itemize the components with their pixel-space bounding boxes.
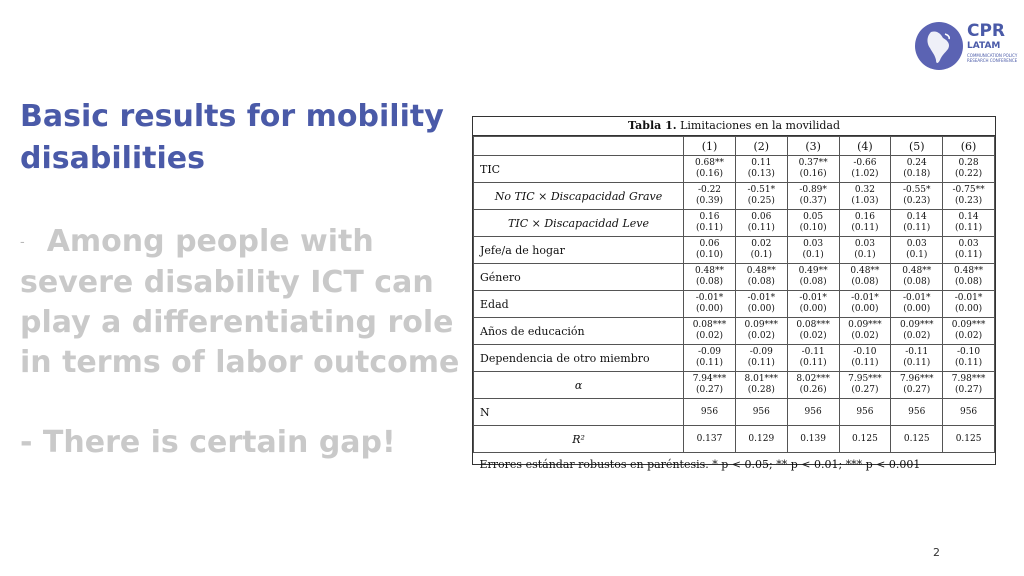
table-cell-se: (0.02): [903, 331, 931, 341]
table-cell-coef: 0.28: [958, 158, 979, 168]
table-cell-coef: 0.137: [696, 433, 723, 444]
table-cell: [735, 318, 787, 345]
table-cell-coef: 0.14: [906, 212, 927, 222]
table-cell: [735, 372, 787, 399]
table-cell-se: (0.11): [695, 358, 724, 368]
table-cell-se: (0.11): [851, 223, 879, 233]
table-cell-coef: 0.03: [958, 239, 979, 249]
table-cell-coef: -0.01*: [902, 293, 931, 303]
table-cell-se: (0.23): [955, 196, 983, 206]
table-cell-se: (0.37): [799, 196, 827, 206]
table-row: [474, 372, 995, 399]
table-cell: [735, 399, 787, 426]
table-row: [474, 318, 995, 345]
table-cell: [839, 318, 891, 345]
table-cell-se: (0.11): [903, 358, 931, 368]
table-cell-se: (0.16): [695, 169, 724, 179]
table-cell-coef: -0.01*: [695, 293, 724, 303]
table-cell-se: (0.10): [695, 250, 724, 260]
table-cell-coef: 0.139: [800, 433, 826, 444]
table-column-header: (6): [943, 137, 995, 156]
table-cell-coef: 0.24: [906, 158, 927, 168]
table-cell-se: (0.02): [747, 331, 775, 341]
table-cell-coef: 0.03: [906, 239, 927, 249]
table-cell: [839, 237, 891, 264]
table-cell-se: (0.23): [903, 196, 931, 206]
table-cell-se: (0.02): [955, 331, 983, 341]
table-cell: [943, 264, 995, 291]
table-cell-coef: 7.95***: [848, 374, 882, 384]
table-cell: [839, 291, 891, 318]
table-cell-coef: 0.48**: [954, 266, 984, 276]
table-cell-coef: 956: [804, 406, 822, 417]
table-cell: [735, 264, 787, 291]
table-cell-coef: 8.01***: [744, 374, 779, 384]
table-cell: [684, 237, 736, 264]
table-caption: [473, 117, 995, 136]
table-row: [474, 426, 995, 453]
slide-title: Basic results for mobility disabilities: [20, 99, 444, 176]
table-cell: [735, 210, 787, 237]
table-cell-se: (0.39): [695, 196, 724, 206]
table-row-label: Jefe/a de hogar: [474, 237, 684, 264]
table-cell: [684, 399, 736, 426]
table-row-label: Dependencia de otro miembro: [474, 345, 684, 372]
table-cell-coef: -0.01*: [747, 293, 776, 303]
table-cell-se: (0.11): [747, 223, 775, 233]
table-cell-coef: 956: [752, 406, 770, 417]
table-cell: [735, 237, 787, 264]
table-cell-coef: -0.01*: [954, 293, 983, 303]
table-cell-se: (0.08): [851, 277, 879, 287]
table-caption-bold: Tabla 1.: [628, 119, 677, 132]
table-cell-se: (0.08): [747, 277, 775, 287]
logo-text-subtitle: COMMUNICATION POLICY RESEARCH CONFERENCE: [967, 53, 1018, 63]
table-cell: [839, 264, 891, 291]
table-cell: [891, 156, 943, 183]
table-column-header: (2): [735, 137, 787, 156]
table-cell: [787, 372, 839, 399]
table-cell-se: (0.00): [695, 304, 724, 314]
table-cell-se: (0.00): [851, 304, 879, 314]
table-cell-coef: -0.51*: [747, 185, 776, 195]
table-cell: [943, 183, 995, 210]
table-cell-coef: 0.48**: [746, 266, 776, 276]
table-cell: [735, 345, 787, 372]
table-cell-coef: 0.49**: [798, 266, 828, 276]
table-cell: [839, 345, 891, 372]
table-cell-se: (0.02): [851, 331, 879, 341]
table-row-label: TIC × Discapacidad Leve: [474, 210, 684, 237]
latam-map-icon: [915, 22, 963, 70]
table-cell: [684, 372, 736, 399]
table-cell: [839, 156, 891, 183]
table-cell-coef: 0.08***: [796, 320, 830, 330]
table-row-label: N: [474, 399, 684, 426]
table-cell-coef: -0.11: [801, 347, 825, 357]
table-cell-coef: 0.09***: [951, 320, 986, 330]
table-cell-coef: 0.09***: [848, 320, 882, 330]
table-cell-coef: 7.98***: [951, 374, 986, 384]
table-cell-coef: 0.16: [854, 212, 875, 222]
table-cell-se: (0.00): [955, 304, 983, 314]
table-cell-se: (0.00): [747, 304, 775, 314]
bullet-1: [20, 222, 460, 383]
table-cell-coef: 0.03: [803, 239, 824, 249]
table-cell: [787, 210, 839, 237]
table-cell: [787, 156, 839, 183]
table-cell-coef: -0.22: [697, 185, 722, 195]
table-cell-coef: 0.16: [699, 212, 720, 222]
table-cell-se: (0.1): [802, 250, 824, 260]
logo-text-latam: LATAM: [967, 41, 1001, 51]
table-cell-se: (0.27): [851, 385, 879, 395]
table-header-row: [474, 137, 995, 156]
table-cell-se: (1.02): [851, 169, 879, 179]
table-cell-se: (0.27): [955, 385, 983, 395]
table-row-label: R²: [474, 426, 684, 453]
table-cell: [684, 210, 736, 237]
table-cell-coef: 0.02: [751, 239, 772, 249]
table-cell-coef: -0.09: [749, 347, 773, 357]
table-cell: [839, 399, 891, 426]
table-cell-coef: -0.55*: [902, 185, 931, 195]
table-cell-se: (0.11): [903, 223, 931, 233]
table-cell: [787, 399, 839, 426]
table-cell: [943, 372, 995, 399]
table-cell-se: (0.11): [695, 223, 724, 233]
table-cell-se: (0.08): [695, 277, 724, 287]
table-cell-se: (0.28): [747, 385, 775, 395]
table-cell-coef: 0.14: [958, 212, 979, 222]
table-cell-coef: -0.10: [853, 347, 877, 357]
table-cell: [684, 426, 736, 453]
table-cell-coef: 0.05: [803, 212, 824, 222]
table-cell: [943, 318, 995, 345]
table-cell-se: (0.11): [955, 223, 983, 233]
table-cell-coef: 956: [959, 406, 978, 417]
table-cell-se: (0.27): [695, 385, 724, 395]
table-cell: [891, 183, 943, 210]
table-cell: [839, 183, 891, 210]
bullet-2: - There is certain gap!: [20, 424, 396, 460]
table-row: [474, 399, 995, 426]
table-cell: [943, 156, 995, 183]
table-cell-coef: -0.11: [905, 347, 929, 357]
table-cell: [839, 426, 891, 453]
bullet-dash: -: [20, 234, 25, 250]
table-cell-coef: 0.09***: [744, 320, 779, 330]
table-cell-coef: -0.75**: [952, 185, 985, 195]
table-cell: [684, 345, 736, 372]
table-cell: [787, 291, 839, 318]
table-row-label: Años de educación: [474, 318, 684, 345]
table-cell-se: (0.08): [799, 277, 827, 287]
page-number: 2: [933, 546, 940, 559]
table-cell: [735, 183, 787, 210]
table-cell-coef: 0.09***: [899, 320, 934, 330]
table-cell-coef: 0.48**: [850, 266, 880, 276]
table-cell-se: (0.11): [955, 358, 983, 368]
table-row: [474, 264, 995, 291]
table-cell-se: (0.00): [903, 304, 931, 314]
table-cell: [943, 399, 995, 426]
table-cell-coef: 0.37**: [798, 158, 828, 168]
cpr-latam-logo: [915, 22, 1024, 74]
table-cell-coef: 956: [856, 406, 874, 417]
table-column-header: (4): [839, 137, 891, 156]
table-column-header: (1): [684, 137, 736, 156]
table-cell-coef: 8.02***: [796, 374, 830, 384]
table-cell: [684, 291, 736, 318]
table-cell: [735, 291, 787, 318]
table-row: [474, 237, 995, 264]
table-cell-se: (0.1): [854, 250, 876, 260]
table-cell-se: (0.26): [799, 385, 827, 395]
table-cell-se: (0.11): [851, 358, 879, 368]
table-cell: [735, 156, 787, 183]
table-cell-coef: -0.01*: [851, 293, 879, 303]
table-cell-coef: 0.11: [751, 158, 772, 168]
table-cell: [787, 183, 839, 210]
table-cell-coef: 0.48**: [694, 266, 724, 276]
table-cell: [839, 210, 891, 237]
table-cell-se: (0.1): [750, 250, 772, 260]
table-cell: [684, 318, 736, 345]
table-footnote: Errores estándar robustos en paréntesis. * p < 0.05; ** p < 0.01; *** p < 0.001: [479, 457, 921, 471]
table-cell: [684, 183, 736, 210]
table-cell: [943, 237, 995, 264]
table-header-blank: [474, 137, 684, 156]
table-cell-coef: 0.129: [748, 433, 775, 444]
table-row: [474, 156, 995, 183]
table-cell: [891, 318, 943, 345]
table-cell-coef: 0.125: [903, 433, 930, 444]
table-cell-se: (0.11): [955, 250, 983, 260]
table-cell-coef: 0.06: [699, 239, 720, 249]
table-cell-coef: 0.48**: [902, 266, 932, 276]
table-cell-coef: 956: [908, 406, 926, 417]
table-cell-coef: -0.66: [853, 158, 877, 168]
table-cell-coef: -0.10: [957, 347, 981, 357]
table-cell: [891, 372, 943, 399]
table-cell: [891, 426, 943, 453]
table-cell: [787, 345, 839, 372]
table-cell: [943, 210, 995, 237]
table-cell-coef: 0.125: [955, 433, 982, 444]
table-cell-se: (0.08): [903, 277, 931, 287]
table-cell-se: (0.22): [955, 169, 983, 179]
table-cell: [787, 318, 839, 345]
table-cell-se: (0.10): [799, 223, 827, 233]
table-row: [474, 210, 995, 237]
table-cell: [787, 237, 839, 264]
table-cell-se: (0.02): [799, 331, 827, 341]
table-caption-rest: Limitaciones en la movilidad: [680, 119, 840, 132]
table-cell-se: (0.27): [903, 385, 931, 395]
table-cell-coef: 0.06: [751, 212, 772, 222]
table-cell-coef: 0.68**: [694, 158, 724, 168]
table-row-label: α: [474, 372, 684, 399]
table-cell-se: (0.00): [799, 304, 827, 314]
table-column-header: (3): [787, 137, 839, 156]
table-cell: [943, 426, 995, 453]
table-cell-se: (0.11): [747, 358, 775, 368]
table-cell: [787, 426, 839, 453]
table-cell-se: (1.03): [851, 196, 879, 206]
table-row-label: Género: [474, 264, 684, 291]
table-cell-coef: 7.96***: [899, 374, 934, 384]
table-cell: [684, 156, 736, 183]
slide-body: [20, 222, 460, 463]
table-cell: [684, 264, 736, 291]
table-cell-se: (0.25): [747, 196, 775, 206]
table-cell: [943, 345, 995, 372]
table-cell-coef: 0.125: [852, 433, 878, 444]
table-row-label: TIC: [474, 156, 684, 183]
table-row: [474, 183, 995, 210]
table-cell-se: (0.18): [903, 169, 931, 179]
table-cell-se: (0.1): [906, 250, 928, 260]
table-cell-se: (0.08): [955, 277, 983, 287]
table-cell-se: (0.13): [747, 169, 775, 179]
table-cell-coef: 0.08***: [692, 320, 727, 330]
results-table: [473, 117, 995, 475]
table-cell: [735, 426, 787, 453]
table-row-label: No TIC × Discapacidad Grave: [474, 183, 684, 210]
table-cell-se: (0.16): [799, 169, 827, 179]
table-cell: [891, 264, 943, 291]
table-cell: [891, 210, 943, 237]
table-cell-coef: 0.32: [854, 185, 875, 195]
table-cell: [839, 372, 891, 399]
table-cell: [891, 345, 943, 372]
table-cell: [891, 291, 943, 318]
table-cell-coef: -0.01*: [799, 293, 827, 303]
table-cell-coef: -0.89*: [799, 185, 827, 195]
results-table-image: [472, 116, 996, 471]
table-cell: [787, 264, 839, 291]
table-cell-coef: 956: [700, 406, 719, 417]
table-cell: [891, 237, 943, 264]
table-cell-coef: 0.03: [854, 239, 875, 249]
table-cell: [891, 399, 943, 426]
table-row-label: Edad: [474, 291, 684, 318]
table-cell: [943, 291, 995, 318]
table-row: [474, 291, 995, 318]
table-row: [474, 345, 995, 372]
table-cell-se: (0.02): [695, 331, 724, 341]
table-cell-se: (0.11): [799, 358, 827, 368]
table-cell-coef: 7.94***: [692, 374, 727, 384]
table-cell-coef: -0.09: [697, 347, 722, 357]
bullet-1-text: Among people with severe disability ICT can play a differentiating role in terms of labor outcome: [20, 224, 460, 380]
logo-text-cpr: CPR: [967, 21, 1006, 41]
table-column-header: (5): [891, 137, 943, 156]
